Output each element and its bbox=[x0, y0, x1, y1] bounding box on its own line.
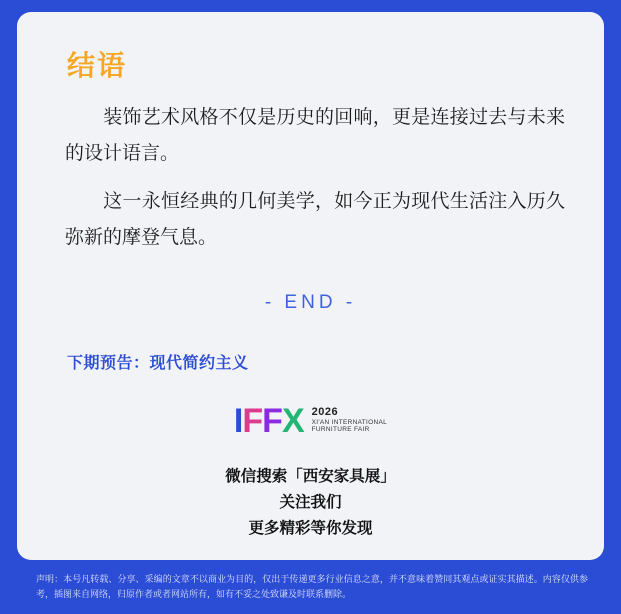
promo-line-3: 更多精彩等你发现 bbox=[248, 520, 373, 537]
logo-letter-x: X bbox=[281, 402, 304, 440]
next-episode-preview: 下期预告：现代简约主义 bbox=[67, 355, 249, 372]
disclaimer-text: 声明：本号凡转载、分享、采编的文章不以商业为目的，仅出于传递更多行业信息之意，并不意味着赞同其观点或证实其描述。内容仅供参考，插图来自网络，归原作者或者网站所有，如有不妥之处致谦及时联系删除。 bbox=[36, 574, 588, 599]
paragraph-2 bbox=[65, 184, 565, 256]
logo-letter-i: I bbox=[233, 402, 243, 440]
logo-text-block bbox=[312, 404, 387, 434]
brand-logo bbox=[17, 404, 604, 438]
logo-year: 2026 bbox=[311, 406, 339, 418]
logo-subtitle-line1: XI'AN INTERNATIONAL bbox=[311, 418, 388, 426]
logo-letter-f1: F bbox=[242, 402, 263, 440]
page-title: 结语 bbox=[67, 50, 128, 81]
logo-subtitle-line2: FURNITURE FAIR bbox=[311, 426, 370, 434]
paragraph-2-text: 这一永恒经典的几何美学，如今正为现代生活注入历久弥新的摩登气息。 bbox=[65, 191, 565, 248]
paragraph-1 bbox=[65, 100, 565, 172]
promo-block bbox=[17, 464, 604, 542]
content-card bbox=[17, 12, 604, 560]
logo-mark bbox=[234, 404, 304, 438]
logo-letter-f2: F bbox=[262, 402, 282, 440]
promo-line-1: 微信搜索「西安家具展」 bbox=[225, 468, 396, 485]
promo-line-2: 关注我们 bbox=[279, 494, 342, 511]
end-marker: - END - bbox=[264, 292, 357, 313]
paragraph-1-text: 装饰艺术风格不仅是历史的回响，更是连接过去与未来的设计语言。 bbox=[65, 107, 565, 164]
